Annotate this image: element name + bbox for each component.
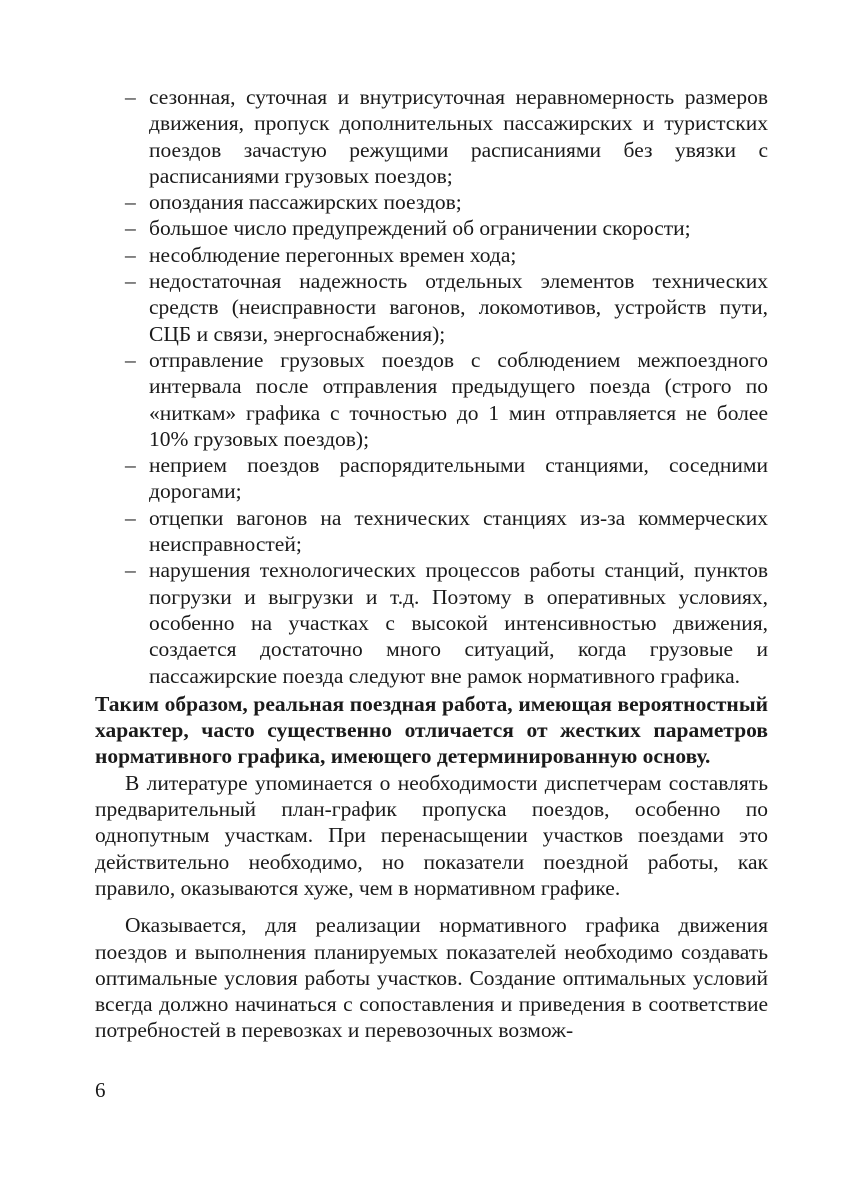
list-item xyxy=(95,84,768,189)
list-item-text: недостаточная надежность отдельных элементов технических средств (неисправности вагонов, локомотивов, устройств пути, СЦБ и связи, энергоснабжения); xyxy=(149,269,768,346)
factors-list xyxy=(95,84,768,689)
list-item-text: отправление грузовых поездов с соблюдением межпоездного интервала после отправления предыдущего поезда (строго по «ниткам» графика с точностью до 1 мин отправляется не более 10% грузовых поездов); xyxy=(149,347,768,451)
list-item xyxy=(95,505,768,558)
list-item xyxy=(95,347,768,452)
dash-marker: – xyxy=(125,85,136,109)
page-number: 6 xyxy=(95,1078,106,1102)
list-item xyxy=(95,452,768,505)
list-item xyxy=(95,215,768,241)
dash-marker: – xyxy=(125,453,136,478)
list-item xyxy=(95,242,768,268)
page-text-block xyxy=(95,84,768,1044)
dash-marker: – xyxy=(125,558,136,583)
list-item-text: большое число предупреждений об ограничении скорости; xyxy=(149,216,691,241)
list-item-text: опоздания пассажирских поездов; xyxy=(149,190,462,215)
dash-marker: – xyxy=(125,505,136,530)
dash-marker: – xyxy=(125,190,136,215)
dash-marker: – xyxy=(125,269,136,294)
list-item-text: неприем поездов распорядительными станциями, соседними дорогами; xyxy=(149,453,768,504)
dash-marker: – xyxy=(125,242,136,267)
dash-marker: – xyxy=(125,347,136,372)
list-item-text: отцепки вагонов на технических станциях из-за коммерческих неисправностей; xyxy=(149,505,768,557)
list-item xyxy=(95,268,768,347)
list-item-text: несоблюдение перегонных времен хода; xyxy=(149,242,517,267)
list-item-text: нарушения технологических процессов работы станций, пунктов погрузки и выгрузки и т.д. Поэтому в оперативных условиях, особенно на участках с высокой интенсивностью движения, создается достаточно много ситуаций, когда грузовые и пассажирские поезда следуют вне рамок нормативного графика. xyxy=(149,558,768,688)
bold-conclusion-paragraph: Таким образом, реальная поездная работа, имеющая вероятностный характер, часто существенно отличается от жестких параметров нормативного графика, имеющего детерминированную основу. xyxy=(95,691,768,769)
list-item xyxy=(95,557,768,688)
body-paragraph: Оказывается, для реализации нормативного графика движения поездов и выполнения планируемых показателей необходимо создавать оптимальные условия работы участков. Создание оптимальных условий всегда должно начинаться с сопоставления и приведения в соответствие потребностей в перевозках и перевозочных возмож- xyxy=(95,913,768,1043)
dash-marker: – xyxy=(125,216,136,241)
list-item xyxy=(95,189,768,215)
body-paragraph: В литературе упоминается о необходимости диспетчерам составлять предварительный план-график пропуска поездов, особенно по однопутным участкам. При перенасыщении участков поездами это действительно необходимо, но показатели поездной работы, как правило, оказываются хуже, чем в нормативном графике. xyxy=(95,770,768,900)
list-item-text: сезонная, суточная и внутрисуточная неравномерность размеров движения, пропуск дополнительных пассажирских и туристских поездов зачастую режущими расписаниями без увязки с расписаниями грузовых поездов; xyxy=(149,85,768,188)
